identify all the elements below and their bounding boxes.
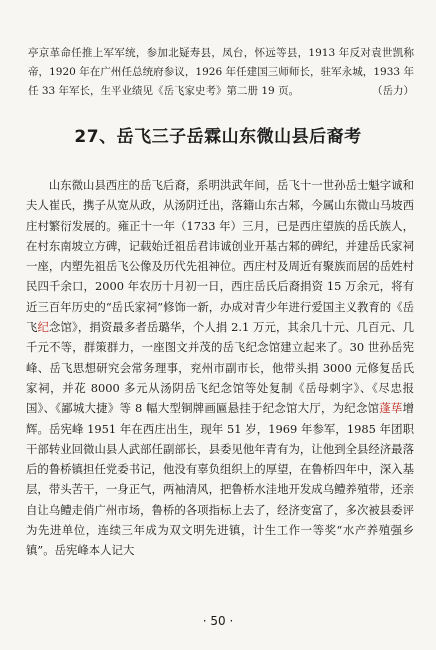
body-text-part3: 增辉。岳宪峰 1951 年在西庄出生，现年 51 岁，1969 年参军，1985 年团职干部转业回微山县人武部任副部长，县委见他年青有为，让他到全县经济最落后的鲁桥镇担任党委书记，他没有辜负组织上的厚望，在鲁桥四年中，深入基层，带头苦干，一身正气，两袖清风，把鲁桥水洼地开发成乌鳢养殖带，还亲自让乌鳢走俏广州市场，鲁桥的各项指标上去了，经济变富了，多次被县委评为先进单位，连续三年成为双文明先进镇，计生工作一等奖“水产养殖强乡镇”。岳宪峰本人记大 [26, 401, 414, 558]
red-character-ji: 纪 [37, 320, 50, 335]
body-text-part1: 山东微山县西庄的岳飞后裔，系明洪武年间，岳飞十一世孙岳士魁字诚和夫人崔氏，携子从宽从政，从汤阴迁出，落籍山东古邾，今属山东微山马坡西庄村繁衍发展的。雍正十一年（1733 年）三月，已是西庄望族的岳氏族人，在村东南坡立方碑，记载始迁祖岳君讳诚创业开基古邾的碑纪，并建岳氏家祠一座，内塑先祖岳飞公像及历代先祖神位。西庄村及周近有聚族而居的岳姓村民四千余口，2000 年农历十月初一日，西庄岳氏后裔捐资 15 万余元，将有近三百年历史的“岳氏家祠”修饰一新，办成对青少年进行爱国主义教育的《岳飞 [26, 178, 414, 335]
body-text-part2: 念馆》，捐资最多者岳璐华，个人捐 2.1 万元，其余几十元、几百元、几千元不等，群策群力，一座图文并茂的岳飞纪念馆建立起来了。30 世孙岳宪峰、岳飞思想研究会常务理事，兖州市副市长，他带头捐 3000 元修复岳氏家祠，并花 8000 多元从汤阴岳飞纪念馆等处复制《岳母刺字》、《尽忠报国》、《鄙城大捷》等 8 幅大型铜牌画匾悬挂于纪念馆大厅，为纪念馆 [26, 320, 414, 416]
page-number: · 50 · [202, 614, 234, 628]
intro-paragraph [28, 44, 414, 101]
article-title: 27、岳飞三子岳霖山东微山县后裔考 [74, 127, 362, 147]
article-body [26, 175, 414, 561]
red-characters-pengbi: 蓬荜 [379, 401, 403, 416]
author-note: （岳力） [372, 85, 414, 97]
body-paragraph [26, 175, 414, 561]
intro-text: 亭京革命任推上军军统，参加北疑寿县，凤台，怀远等县，1913 年反对袁世凯称帝，1920 年在广州任总统府参议，1926 年任建国三师师长，驻军永城，1933 年任 33 年军长，生平业绩见《岳飞家史考》第二册 19 页。 [28, 47, 414, 97]
